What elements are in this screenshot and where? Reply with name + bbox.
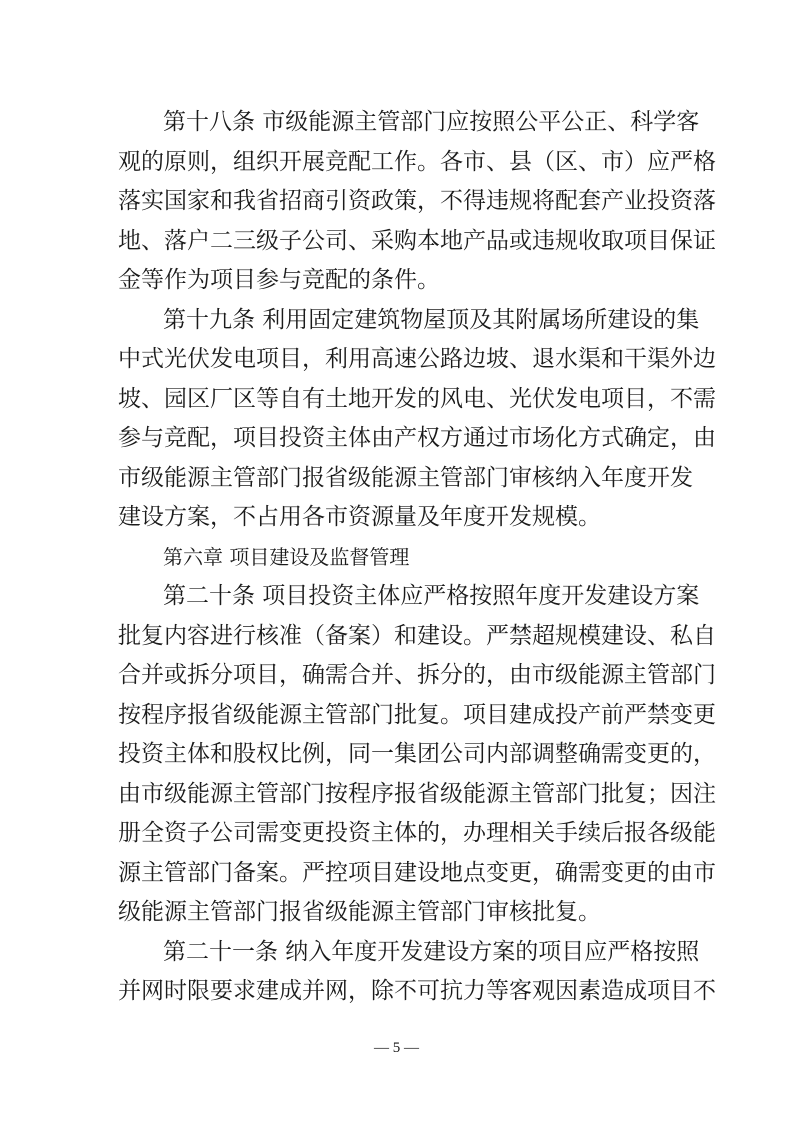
paragraph-line: 中式光伏发电项目，利用高速公路边坡、退水渠和干渠外边 (118, 346, 716, 372)
paragraph-line: 落实国家和我省招商引资政策，不得违规将配套产业投资落 (118, 188, 716, 214)
paragraph-line: 参与竞配，项目投资主体由产权方通过市场化方式确定，由 (118, 425, 716, 451)
paragraph-line: 第十八条 市级能源主管部门应按照公平公正、科学客 (163, 109, 700, 135)
paragraph-line: 并网时限要求建成并网，除不可抗力等客观因素造成项目不 (118, 978, 716, 1004)
paragraph-line: 第十九条 利用固定建筑物屋顶及其附属场所建设的集 (163, 306, 700, 333)
paragraph-line: 金等作为项目参与竞配的条件。 (118, 267, 440, 293)
paragraph-line: 级能源主管部门报省级能源主管部门审核批复。 (118, 899, 601, 925)
paragraph-line: 第二十条 项目投资主体应严格按照年度开发建设方案 (163, 583, 700, 609)
paragraph-line: 投资主体和股权比例，同一集团公司内部调整确需变更的， (118, 741, 716, 767)
paragraph-line: 由市级能源主管部门按程序报省级能源主管部门批复；因注 (118, 780, 716, 807)
paragraph-line: 批复内容进行核准（备案）和建设。严禁超规模建设、私自 (118, 622, 716, 649)
page-number: — 5 — (374, 1040, 419, 1056)
paragraph-line: 按程序报省级能源主管部门批复。项目建成投产前严禁变更 (118, 701, 716, 728)
chapter-heading: 第六章 项目建设及监督管理 (163, 544, 410, 569)
paragraph-line: 坡、园区厂区等自有土地开发的风电、光伏发电项目，不需 (118, 385, 716, 412)
paragraph-line: 观的原则，组织开展竞配工作。各市、县（区、市）应严格 (118, 148, 716, 175)
paragraph-line: 源主管部门备案。严控项目建设地点变更，确需变更的由市 (118, 859, 716, 886)
paragraph-line: 建设方案，不占用各市资源量及年度开发规模。 (118, 504, 601, 530)
paragraph-line: 册全资子公司需变更投资主体的，办理相关手续后报各级能 (118, 820, 716, 846)
paragraph-line: 地、落户二三级子公司、采购本地产品或违规收取项目保证 (118, 227, 716, 254)
paragraph-line: 合并或拆分项目，确需合并、拆分的，由市级能源主管部门 (118, 662, 716, 688)
paragraph-line: 第二十一条 纳入年度开发建设方案的项目应严格按照 (163, 938, 700, 965)
paragraph-line: 市级能源主管部门报省级能源主管部门审核纳入年度开发 (118, 464, 693, 491)
